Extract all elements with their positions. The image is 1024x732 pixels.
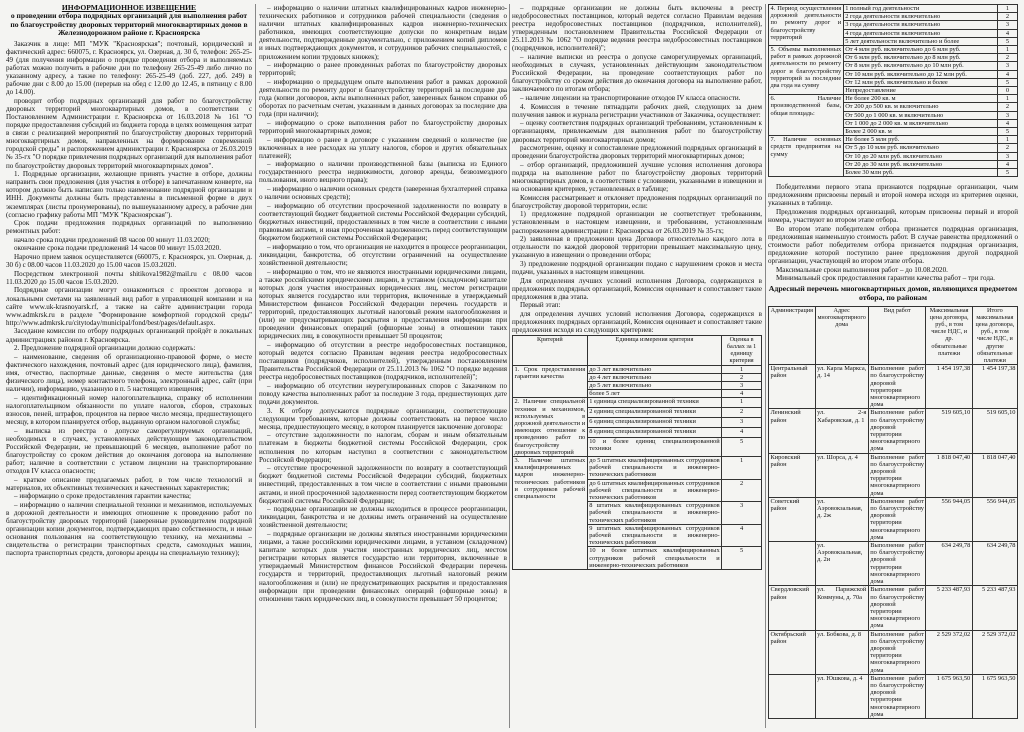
criterion-score: 0: [998, 87, 1018, 95]
criterion-score: 3: [722, 381, 762, 389]
criterion-unit: От 500 до 1 000 кв. м включительно: [843, 111, 997, 119]
criteria-row: [513, 398, 762, 408]
criterion-score: 1: [998, 95, 1018, 103]
criterion-score: 2: [998, 103, 1018, 111]
paragraph: Победителями первого этапа признаются подрядные организации, чьим предложениям присвоены первый и второй номера исходя из критериев оценки, указанных в таблице.: [768, 183, 1018, 208]
criterion-unit: до 5 штатных квалифицированных сотрудников рабочей специальности и инженерно-технических работников: [589, 457, 720, 479]
criteria-row: [769, 5, 1018, 13]
paragraph: – подрядные организации не должны быть включены в реестр недобросовестных поставщиков, который ведется согласно Правилам ведения реестра недобросовестных поставщиков (подрядчиков, исполнителей), утвержденным постановлением Правительства Российской Федерации от 25.11.2013 № 1062 "О порядке ведения реестра недобросовестных поставщиков (подрядчиков, исполнителей)";: [512, 4, 762, 53]
address-cell: 556 944,05: [926, 497, 972, 541]
criterion-unit: до 6 штатных квалифицированных сотрудников рабочей специальности и инженерно-технических работников: [589, 479, 720, 502]
address-cell: ул. Парижской Коммуны, д. 70а: [815, 586, 868, 630]
paragraph: – информацию о наличии производственной базы (выписка из Единого государственного реестра недвижимости, договор аренды, безвозмездного пользования, иного вещного права);: [259, 160, 507, 185]
paragraph: Нарочно прием заявок осуществляется (660075, г. Красноярск, ул. Озерная, д. 30 б) с 08.00 часов 11.03.2020 до 15.00 часов 15.03.2020.: [6, 253, 252, 270]
address-cell: Советский район: [769, 497, 816, 541]
paragraph: Максимальные сроки выполнения работ – до 10.08.2020.: [776, 265, 948, 274]
criterion-score: 5: [722, 547, 762, 570]
column-4-text: [768, 183, 1018, 282]
column-1: [6, 4, 252, 728]
criterion-score: 3: [998, 62, 1018, 70]
criterion-unit: Непредоставление: [843, 87, 997, 95]
criterion-unit: до 3 лет включительно: [587, 365, 721, 373]
paragraph: – подрядные организации не должны являться иностранными юридическими лицами, а также российскими юридическими лицами, в уставном (складочном) капитале которых доля участия иностранных юридических лиц, местом регистрации которых является государство или территория, включенные в утверждаемый Министерством финансов Российской Федерации перечень государств и территорий, предоставляющих льготный налоговый режим налогообложения и (или) не предусматривающих раскрытия и предоставления информации при проведении финансовых операций (офшорные зоны) в отношении таких юридических лиц, в совокупности превышает 50 процентов;: [259, 530, 507, 603]
criterion-unit: 10 и более единиц специализированной техники: [587, 438, 721, 457]
address-cell: Ленинский район: [769, 409, 816, 453]
address-cell: Кировский район: [769, 453, 816, 497]
criterion-score: 2: [722, 479, 762, 502]
criteria-row: [513, 365, 762, 373]
criterion-unit: От 5 до 10 млн руб. включительно: [843, 144, 997, 152]
address-cell: 2 529 372,02: [972, 630, 1017, 674]
paragraph: – информацию о сроке выполнения работ по благоустройству дворовых территорий многоквартирных домов;: [259, 118, 507, 135]
address-cell: 5 233 487,93: [926, 586, 972, 630]
address-cell: Выполнение работ по благоустройству дворовой территории многоквартирного дома: [870, 365, 924, 409]
criterion-name: 6. Наличие производственной базы, общая площадь:: [769, 95, 844, 136]
criterion-name: 1. Срок предоставления гарантии качества: [513, 365, 588, 398]
criterion-name: 4. Период осуществления дорожной деятельности по ремонту дорог и благоустройству территорий: [769, 5, 844, 46]
criterion-unit: 8 единиц специализированной техники: [587, 428, 721, 438]
paragraph: – выписка из реестра о допуске саморегулируемых организаций, необходимых в случаях, установленных действующим законодательством Российской Федерации, не превышающий 6 месяцев, выполнение работ по благоустройству со сроком действия до окончания договора на выполнение работ; наличие в соответствии с уставом лицензии на транспортирование отходов IV класса опасности;: [6, 426, 252, 475]
address-table-header: Вид работ: [868, 306, 926, 365]
criterion-score: 2: [998, 144, 1018, 152]
paragraph: – информацию о том, что организация не находится в процессе реорганизации, ликвидации, банкротства, об отсутствии ограничений на осуществление хозяйственной деятельности;: [259, 242, 507, 267]
criteria-header: Критерий: [513, 335, 588, 365]
criterion-unit: От 10 до 20 млн руб. включительно: [843, 152, 997, 160]
paragraph: – оценку соответствия подрядных организаций требованиям, установленным к организациям, привлекаемым для выполнения работ по благоустройству дворовых территорий многоквартирных домов;: [512, 119, 762, 144]
address-cell: ул. Шорса, д. 4: [815, 453, 868, 497]
paragraph: Во втором этапе победителем отбора признается подрядная организация, предложившая наименьшую стоимость работ. В случае равенства предложений о стоимости работ победителем отбора признается подрядная организация, предложение которой поступило ранее предложения другой подрядной организации, участвующей во втором этапе отбора.: [768, 224, 1018, 266]
column-divider: [509, 4, 510, 728]
address-cell: 519 605,10: [972, 409, 1017, 453]
address-row: [769, 365, 1018, 409]
criterion-unit: 4 года деятельности включительно: [843, 29, 997, 37]
criterion-score: 4: [998, 29, 1018, 37]
criterion-score: 2: [998, 54, 1018, 62]
paragraph: Заседание комиссии по отбору подрядных организаций пройдёт в локальных администрациях районов г. Красноярска.: [6, 327, 252, 344]
criterion-score: 3: [998, 111, 1018, 119]
criteria-table-1: [512, 335, 762, 570]
criterion-unit: 3 года деятельности включительно: [843, 21, 997, 29]
column-3: [512, 4, 762, 728]
column-2: [259, 4, 507, 728]
criterion-unit: 8 штатных квалифицированных сотрудников рабочей специальности и инженерно-технических работников: [589, 502, 720, 524]
paragraph: рассмотрение, оценку и сопоставление предложений подрядных организаций в проведении благоустройства дворовых территорий многоквартирных домов;: [512, 144, 762, 161]
criteria-table-2: [768, 4, 1018, 177]
criteria-row: [513, 457, 762, 480]
address-cell: 556 944,05: [972, 497, 1017, 541]
paragraph: – информацию о ранее проведенных работах по благоустройству дворовых территорий;: [259, 61, 507, 78]
address-cell: 1 818 047,40: [972, 453, 1017, 497]
criterion-score: 1: [998, 46, 1018, 54]
criteria-row: [769, 46, 1018, 54]
criterion-name: 2. Наличие специальной техники и механизмов, используемых в дорожной деятельности и имеющих отношение к проведению работ по благоустройству дворовых территорий: [514, 398, 586, 456]
address-cell: 1 818 047,40: [926, 453, 972, 497]
address-cell: Выполнение работ по благоустройству дворовой территории многоквартирного дома: [870, 542, 924, 586]
paragraph: – информацию об отсутствии просроченной задолженности по возврату в соответствующий бюджет бюджетной системы Российской Федерации субсидий, бюджетных инвестиций, предоставленных в том числе в соответствии с иными правовыми актами, и иная просроченная задолженность перед соответствующим бюджетом бюджетной системы Российской Федерации;: [259, 201, 507, 243]
criterion-unit: От 20 до 30 млн руб. включительно: [843, 160, 997, 168]
paragraph: для определения лучших условий исполнения Договора, содержащихся в предложениях подрядных организаций, Комиссия оценивает и сопоставляет такие предложения исходя из следующих критериев:: [512, 309, 762, 335]
criterion-unit: Более 30 млн руб.: [843, 169, 997, 177]
paragraph: 3. К отбору допускаются подрядные организации, соответствующие следующим требованиям, которые должны соответствовать на первое число месяца, предшествующего месяцу, в котором планируется заключение договора:: [259, 406, 507, 431]
paragraph: – информацию о наличии специальной техники и механизмов, используемых в дорожной деятельности и имеющих отношение к проведению работ по благоустройству дворовых территорий (заверенные руководителем подрядной организации копии документов, подтверждающих право собственности, и иные основания пользования на соответствующую технику, на механизмы – свидетельства о регистрации транспортных средств, самоходных машин, паспорта транспортных средств, договоры аренды на специальную технику);: [6, 500, 252, 558]
paragraph: 1. Подрядные организации, желающие принять участие в отборе, должны направить свои предложения (для участия в отборе) в запечатанном конверте, на котором должно быть написано только наименование подрядной организации и ИНН. Документы должны быть представлены в письменной форме в двух экземплярах (листы пронумерованы), по вышеуказанному адресу, в рабочие дни (согласно графику работы МП "МУК "Красноярская").: [6, 170, 252, 219]
criterion-unit: От 8 млн руб. включительно до 10 млн руб.: [843, 62, 997, 70]
paragraph: – информацию о том, что не являются иностранными юридическими лицами, а также российскими юридическими лицами, в уставном (складочном) капитале которых доля участия иностранных юридических лиц, местом регистрации которых является государство или территория, включенные в утверждаемый Министерством финансов Российской Федерации перечень государств и территорий, предоставляющих льготный налоговый режим налогообложения и (или) не предусматривающих раскрытия и предоставления информации при проведении финансовых операций (офшорные зоны) в отношении таких юридических лиц, в совокупности превышает 50 процентов;: [259, 267, 507, 341]
criteria-row: [769, 136, 1018, 144]
paragraph: – информацию о ранее в договоре с указанием сведений о количестве (не включенных в нее расходах на уплату налогов, сборов и других обязательных платежей);: [259, 135, 507, 160]
column-3-text: [512, 4, 762, 334]
criterion-score: 2: [722, 373, 762, 381]
criterion-score: 3: [722, 502, 762, 525]
paragraph: проводит отбор подрядных организаций для работ по благоустройству дворовых территорий многоквартирных домов, в соответствии с Постановлением Администрации г. Красноярска от 16.03.2018 № 161 "О порядке предоставления субсидий из бюджета города в целях возмещения затрат в связи с реализацией мероприятий по благоустройству дворовых территорий многоквартирных домов, направленных на формирование современной городской среды" и распоряжением администрации г. Красноярска от 26.03.2019 № 35-гх "О порядке привлечения подрядных организаций для выполнения работ по благоустройству дворовых территорий многоквартирных домов".: [6, 96, 252, 170]
criterion-score: 2: [998, 13, 1018, 21]
criterion-unit: 5 лет деятельности включительно и более: [843, 37, 997, 45]
address-cell: 1 675 963,50: [926, 674, 972, 718]
address-row: [769, 542, 1018, 586]
column-1-text: [6, 40, 252, 558]
criterion-score: 1: [998, 5, 1018, 13]
address-table-header: Итого максимальная цена договора, руб., в том числе НДС, и другие обязательные платежи: [972, 306, 1017, 365]
criterion-unit: От 200 до 500 кв. м включительно: [843, 103, 997, 111]
address-row: [769, 630, 1018, 674]
paragraph: Посредством электронной почты shitikova1982@mail.ru с 08.00 часов 11.03.2020 до 15.00 часов 15.03.2020.: [6, 269, 252, 286]
paragraph: окончание срока подачи предложений 14 часов 00 минут 15.03.2020.: [14, 244, 221, 253]
criterion-name: 5. Объемы выполненных работ в рамках дорожной деятельности по ремонту дорог и благоустройству территорий за последние два года на сумму: [769, 46, 844, 95]
criterion-unit: 2 года деятельности включительно: [843, 13, 997, 21]
address-cell: Октябрьский район: [769, 630, 816, 674]
criterion-score: 3: [998, 21, 1018, 29]
paragraph: 3) предложение подрядной организации подано с нарушением сроков и места подачи, указанных в настоящем извещении.: [512, 259, 762, 276]
address-cell: [769, 542, 816, 586]
address-row: [769, 409, 1018, 453]
paragraph: Комиссия рассматривает и отклоняет предложения подрядных организаций по благоустройству дворовой территории, если:: [512, 193, 762, 210]
criterion-score: 2: [722, 408, 762, 418]
criterion-unit: до 5 лет включительно: [587, 381, 721, 389]
paragraph: – наличие выписки из реестра о допуске саморегулируемых организаций, необходимых в случаях, установленных действующим законодательством Российской Федерации, на проведение соответствующих работ по благоустройству со сроком действия до окончания договора на выполнение работ, заключаемого по итогам отбора;: [512, 53, 762, 94]
address-cell: ул. 2-я Хабаровская, д. 1: [815, 409, 868, 453]
address-table-header: Адрес многоквартирного дома: [815, 306, 868, 365]
paragraph: 2) заявленная в предложении цена Договора относительно каждого лота в отдельности по каждой дворовой территории превышает максимальную цену, указанную в извещении о проведении отбора;: [512, 235, 762, 260]
criterion-score: 4: [998, 70, 1018, 78]
address-cell: 519 605,10: [926, 409, 972, 453]
criterion-unit: более 5 лет: [587, 390, 721, 398]
criterion-score: 5: [998, 37, 1018, 45]
paragraph: начало срока подачи предложений 08 часов 00 минут 11.03.2020;: [14, 235, 210, 244]
criterion-score: 1: [722, 457, 762, 480]
column-4: [768, 4, 1018, 728]
paragraph: – отсутствие просроченной задолженности по возврату в соответствующий бюджет бюджетной системы Российской Федерации субсидий, бюджетных инвестиций, предоставленных в том числе в соответствии с иными правовыми актами, и иной просроченной задолженности перед соответствующим бюджетом бюджетной системы Российской Федерации;: [259, 464, 507, 505]
criterion-unit: 1 единица специализированной техники: [587, 398, 721, 408]
criterion-name: 3. Наличие штатных квалифицированных кадров инженерно-технических работников и сотрудников рабочей специальности: [513, 457, 588, 570]
address-cell: Выполнение работ по благоустройству дворовой территории многоквартирного дома: [870, 674, 924, 718]
paragraph: Подрядные организации могут ознакомиться с проектом договора и локальными сметами на заявленный вид работ в управляющей компании и на сайте www.uk-krasnoyarsk.rf, а также на сайте администрации города www.admkrsk.ru в разделе "Формирование комфортной городской среды" http://www.admkrsk.ru/citytoday/municipal/fond/best/pages/default.aspx.: [6, 286, 252, 327]
criterion-score: 4: [722, 428, 762, 438]
criterion-score: 4: [998, 160, 1018, 168]
criterion-unit: От 12 млн руб. включительно и более: [843, 78, 997, 86]
column-divider: [765, 4, 766, 728]
column-divider: [255, 4, 256, 728]
address-cell: ул. Аэровокзальная, д. 2и: [815, 542, 868, 586]
address-cell: ул. Карла Маркса, д. 14: [815, 365, 868, 409]
paragraph: – краткое описание предлагаемых работ, в том числе технологий и материалов, их объективных технических и качественных характеристик;: [6, 475, 252, 492]
criterion-unit: Более 2 000 кв. м: [843, 128, 997, 136]
criterion-score: 4: [722, 390, 762, 398]
criteria-header: Единица измерения критерия: [587, 335, 721, 365]
criterion-score: 4: [722, 524, 762, 547]
address-cell: Свердловский район: [769, 586, 816, 630]
paragraph: Минимальный срок предоставления гарантии качества работ – три года.: [776, 274, 995, 283]
criterion-score: 5: [998, 169, 1018, 177]
address-cell: 634 249,78: [972, 542, 1017, 586]
criterion-unit: Не более 200 кв. м: [843, 95, 997, 103]
address-cell: 1 675 963,50: [972, 674, 1017, 718]
criteria-row: [769, 95, 1018, 103]
criterion-score: 5: [998, 78, 1018, 86]
paragraph: – информацию о наличии штатных квалифицированных кадров инженерно-технических работников и сотрудников рабочей специальности (сведения о наличии штатных квалифицированных кадров инженерно-технических работников, имеющих соответствующие допуски по конкретным видам деятельности, подтвержденные документально, с приложением копий дипломов и иных подтверждающих документов, и сотрудников рабочих специальностей, с приложением копии трудовых книжек);: [259, 4, 507, 61]
column-2-text: [259, 4, 507, 603]
address-cell: Выполнение работ по благоустройству дворовой территории многоквартирного дома: [870, 586, 924, 630]
address-cell: 1 454 197,38: [972, 365, 1017, 409]
address-row: [769, 674, 1018, 718]
paragraph: 1) предложение подрядной организации не соответствует требованиям, установленным в настоящем извещении, и требованиям, установленным распоряжением администрации г. Красноярска от 26.03.2019 № 35-гх;: [512, 210, 762, 235]
criterion-unit: 10 и более штатных квалифицированных сотрудников рабочей специальности и инженерно-технических работников: [589, 547, 720, 569]
address-cell: ул. Аэровокзальная, д. 2ж: [815, 497, 868, 541]
address-table-header: Максимальная цена договора, руб., в том числе НДС, и др. обязательные платежи: [926, 306, 972, 365]
address-cell: Центральный район: [769, 365, 816, 409]
address-cell: 5 233 487,93: [972, 586, 1017, 630]
address-cell: 634 249,78: [926, 542, 972, 586]
address-row: [769, 586, 1018, 630]
criterion-score: 5: [722, 438, 762, 457]
criterion-unit: Не более 5 млн руб.: [843, 136, 997, 144]
criterion-score: 1: [998, 136, 1018, 144]
criterion-unit: От 4 млн руб. включительно до 6 млн руб.: [843, 46, 997, 54]
paragraph: 2. Предложение подрядной организации должно содержать:: [14, 344, 196, 353]
criterion-unit: От 10 млн руб. включительно до 12 млн руб.: [843, 70, 997, 78]
paragraph: 4. Комиссия в течение пятнадцати рабочих дней, следующих за днем получения заявок и журнала регистрации участников от Заказчика, осуществляет:: [512, 102, 762, 119]
address-cell: 1 454 197,38: [926, 365, 972, 409]
address-table: [768, 306, 1018, 719]
address-list-title: Адресный перечень многоквартирных домов, являющихся предметом отбора, по районам: [768, 284, 1018, 302]
paragraph: – информацию о сроке предоставления гарантии качества;: [14, 492, 192, 501]
criterion-unit: 9 штатных квалифицированных сотрудников рабочей специальности и инженерно-технических работников: [589, 524, 720, 547]
address-cell: ул. Юшкова, д. 4: [815, 674, 868, 718]
criterion-score: 1: [722, 398, 762, 408]
criterion-score: 3: [722, 418, 762, 428]
paragraph: – наличие лицензии на транспортирование отходов IV класса опасности.: [520, 94, 741, 103]
address-cell: Выполнение работ по благоустройству дворовой территории многоквартирного дома: [870, 409, 924, 453]
address-table-header: Администрация: [769, 306, 816, 365]
paragraph: – наименование, сведения об организационно-правовой форме, о месте фактического нахождения, почтовый адрес (для юридического лица), фамилия, имя, отчество, паспортные данные, сведения о месте жительства (для физического лица), номер контактного телефона, электронный адрес, сайт (при наличии), информацию, указанную в п. 5 настоящего извещения;: [6, 352, 252, 394]
criterion-score: 3: [998, 152, 1018, 160]
paragraph: Заказчик в лице: МП "МУК "Красноярская"; почтовый, юридический и фактический адрес: 660075, г. Красноярск, ул. Озерная, д. 30 б, телефон: 265-25-49 (для получения информации о порядке проведения отбора и выполняемых работах можно получить в рабочие дни по телефону 265-25-49 либо лично по указанному адресу, а также по телефону: 265-25-49 (доб. 227, доб. 249) в рабочие дни с 8.00 до 15.00 (перерыв на обед с 12.00 до 12.45, в пятницу с 8.00 до 14.00).: [6, 39, 252, 97]
criterion-name: 7. Наличие основных средств предприятия на сумму: [769, 136, 844, 177]
criterion-unit: 2 единиц специализированной техники: [587, 408, 721, 418]
address-cell: Выполнение работ по благоустройству дворовой территории многоквартирного дома: [870, 630, 924, 674]
criterion-unit: 6 единиц специализированной техники: [587, 418, 721, 428]
address-row: [769, 453, 1018, 497]
paragraph: – информацию о наличии основных средств (заверенная бухгалтерией справка о наличии основных средств);: [259, 185, 507, 202]
criterion-unit: От 6 млн руб. включительно до 8 млн руб.: [843, 54, 997, 62]
notice-title: ИНФОРМАЦИОННОЕ ИЗВЕЩЕНИЕ о проведении отбора подрядных организаций для выполнения работ по благоустройству дворовых территорий многоквартирных домов в Железнодорожном районе г. Красноярска: [10, 4, 248, 38]
criterion-unit: до 4 лет включительно: [587, 373, 721, 381]
paragraph: Предложения подрядных организаций, которым присвоены первый и второй номера, участвуют во втором этапе отбора.: [768, 208, 1018, 225]
address-cell: [769, 674, 816, 718]
criterion-score: 1: [722, 365, 762, 373]
criterion-unit: От 1 000 до 2 000 кв. м включительно: [843, 119, 997, 127]
criterion-unit: 1 полный год деятельности: [843, 5, 997, 13]
paragraph: – информацию об отсутствии в реестре недобросовестных поставщиков, который ведется согласно Правилам ведения реестра недобросовестных поставщиков (подрядчиков, исполнителей), утвержденным постановлением Правительства Российской Федерации от 25.11.2013 № 1062 "О порядке ведения реестра недобросовестных поставщиков (подрядчиков, исполнителей)";: [259, 340, 507, 382]
criterion-score: 4: [998, 119, 1018, 127]
paragraph: – подрядные организации не должны находиться в процессе реорганизации, ликвидации, банкротства и не должны иметь ограничений на осуществление хозяйственной деятельности;: [259, 505, 507, 530]
address-cell: ул. Бобкова, д. 8: [815, 630, 868, 674]
address-cell: Выполнение работ по благоустройству дворовой территории многоквартирного дома: [870, 453, 924, 497]
criteria-header: Оценка в баллах за 1 единицу критерия: [722, 335, 762, 365]
criterion-score: 5: [998, 128, 1018, 136]
paragraph: – информацию о предыдущем опыте выполнения работ в рамках дорожной деятельности по ремонту дорог и благоустройству территорий за последние два года (копии договоров, акты выполненных работ, заверенных банком справки об оборотах по расчетным счетам, указанным в данных договорах за последние два года (при наличии);: [259, 77, 507, 119]
paragraph: – информацию об отсутствии неурегулированных споров с Заказчиком по поводу качества выполненных работ за последние 3 года, предшествующих дате подачи документов.: [259, 381, 507, 406]
paragraph: Для определения лучших условий исполнения Договора, содержащихся в предложениях подрядных организаций, Комиссия оценивает и сопоставляет такие предложения в два этапа.: [512, 276, 762, 301]
address-cell: 2 529 372,02: [926, 630, 972, 674]
paragraph: – отбор организаций, предложившей лучшие условия исполнения договора подряда на выполнение работ по благоустройству дворовых территорий многоквартирных домов, в соответствии с условиями, указанными в извещении и на основании критериев, установленных в таблице;: [512, 160, 762, 194]
paragraph: – отсутствие задолженности по налогам, сборам и иным обязательным платежам в бюджеты бюджетной системы Российской Федерации, срок исполнения по которым наступил в соответствии с законодательством Российской Федерации;: [259, 431, 507, 464]
paragraph: Срок подачи предложения подрядных организаций по выполнению ремонтных работ:: [6, 219, 252, 236]
address-row: [769, 497, 1018, 541]
paragraph: Первый этап:: [520, 301, 561, 310]
paragraph: – идентификационный номер налогоплательщика, справку об исполнении налогоплательщиком обязанности по уплате налогов, сборов, страховых взносов, пеней, штрафов, процентов на первое число месяца, предшествующего месяцу, в котором планируется отбор, выданную органом налоговой службы;: [6, 393, 252, 426]
address-cell: Выполнение работ по благоустройству дворовой территории многоквартирного дома: [870, 497, 924, 541]
